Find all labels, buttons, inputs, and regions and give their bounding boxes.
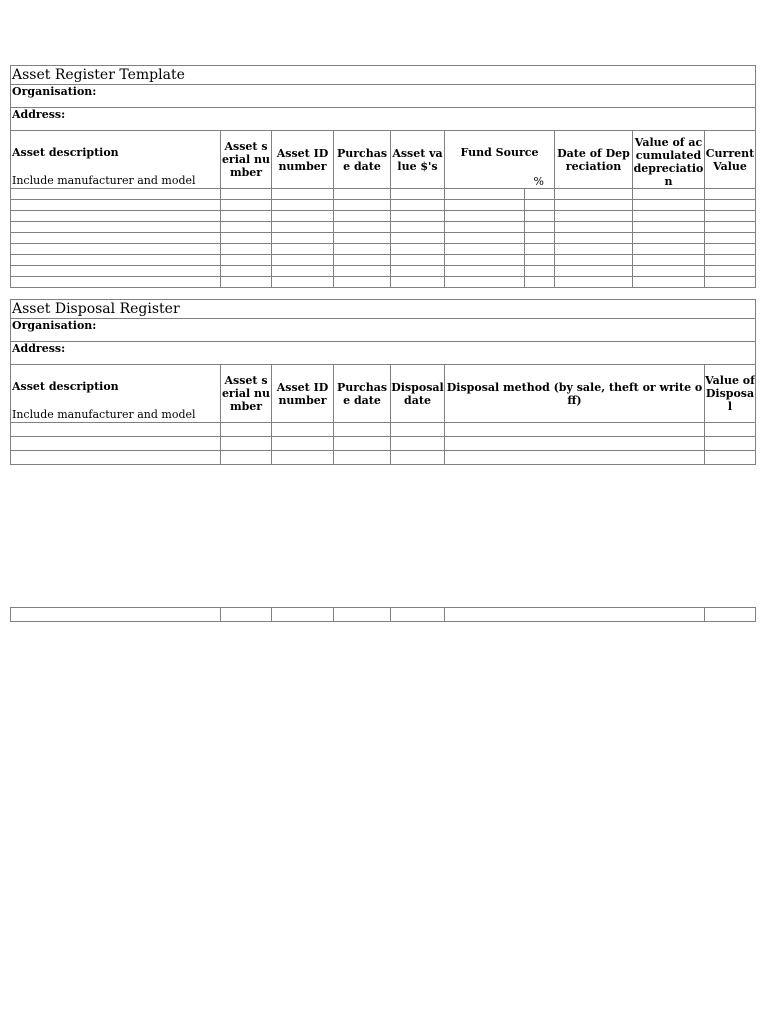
register-cell[interactable]	[11, 189, 221, 200]
register-cell[interactable]	[555, 222, 633, 233]
footer-cell[interactable]	[334, 608, 391, 622]
disposal-cell[interactable]	[272, 437, 334, 451]
register-row	[11, 266, 756, 277]
register-cell[interactable]	[221, 277, 272, 288]
register-header-id-number: Asset ID number	[272, 131, 334, 189]
disposal-title: Asset Disposal Register	[11, 300, 756, 319]
disposal-cell[interactable]	[221, 451, 272, 465]
register-cell[interactable]	[391, 233, 445, 244]
register-cell[interactable]	[391, 222, 445, 233]
register-header-asset-description	[11, 131, 221, 189]
register-header-value-accumulated-depreciation: Value of accumulated depreciation	[633, 131, 705, 189]
register-cell[interactable]	[391, 244, 445, 255]
disposal-cell[interactable]	[445, 423, 705, 437]
disposal-organisation-label[interactable]: Organisation:	[11, 319, 756, 342]
disposal-cell[interactable]	[705, 451, 756, 465]
register-cell[interactable]	[334, 244, 391, 255]
footer-cell[interactable]	[272, 608, 334, 622]
register-cell[interactable]	[633, 233, 705, 244]
disposal-header-row	[11, 365, 756, 423]
register-cell[interactable]	[555, 255, 633, 266]
register-cell[interactable]	[525, 277, 555, 288]
register-cell[interactable]	[445, 233, 525, 244]
register-header-fund-source-label: Fund Source	[460, 146, 539, 159]
register-cell[interactable]	[633, 211, 705, 222]
asset-register-table	[10, 65, 756, 288]
register-cell[interactable]	[705, 222, 756, 233]
register-header-asset-description-label: Asset description	[12, 146, 119, 159]
register-cell[interactable]	[705, 211, 756, 222]
footer-cell[interactable]	[705, 608, 756, 622]
register-cell[interactable]	[272, 189, 334, 200]
register-cell[interactable]	[705, 244, 756, 255]
register-cell[interactable]	[221, 244, 272, 255]
register-cell[interactable]	[391, 277, 445, 288]
disposal-address-label[interactable]: Address:	[11, 342, 756, 365]
register-cell[interactable]	[334, 266, 391, 277]
disposal-row	[11, 437, 756, 451]
register-cell[interactable]	[272, 244, 334, 255]
footer-table	[10, 607, 756, 622]
register-cell[interactable]	[272, 211, 334, 222]
register-cell[interactable]	[445, 277, 525, 288]
register-header-serial-number: Asset serial number	[221, 131, 272, 189]
register-cell[interactable]	[525, 233, 555, 244]
register-cell[interactable]	[334, 233, 391, 244]
register-cell[interactable]	[445, 244, 525, 255]
register-header-purchase-date: Purchase date	[334, 131, 391, 189]
footer-row	[11, 608, 756, 622]
register-cell[interactable]	[445, 222, 525, 233]
register-header-asset-value: Asset value $'s	[391, 131, 445, 189]
register-header-fund-percent: %	[533, 175, 544, 188]
disposal-header-asset-description-sub: Include manufacturer and model	[12, 408, 196, 421]
disposal-header-asset-description-label: Asset description	[12, 380, 119, 393]
register-cell[interactable]	[11, 266, 221, 277]
disposal-cell[interactable]	[705, 423, 756, 437]
register-cell[interactable]	[525, 255, 555, 266]
register-cell[interactable]	[445, 266, 525, 277]
register-cell[interactable]	[445, 189, 525, 200]
register-cell[interactable]	[525, 211, 555, 222]
register-cell[interactable]	[11, 211, 221, 222]
disposal-cell[interactable]	[445, 451, 705, 465]
register-row	[11, 211, 756, 222]
register-row	[11, 244, 756, 255]
register-cell[interactable]	[221, 233, 272, 244]
register-cell[interactable]	[705, 189, 756, 200]
register-cell[interactable]	[555, 211, 633, 222]
disposal-cell[interactable]	[391, 437, 445, 451]
register-cell[interactable]	[272, 255, 334, 266]
register-cell[interactable]	[11, 277, 221, 288]
disposal-cell[interactable]	[221, 423, 272, 437]
register-cell[interactable]	[705, 277, 756, 288]
register-cell[interactable]	[555, 244, 633, 255]
register-row	[11, 233, 756, 244]
register-cell[interactable]	[11, 255, 221, 266]
disposal-register-table	[10, 299, 756, 465]
register-cell[interactable]	[525, 244, 555, 255]
register-cell[interactable]	[705, 266, 756, 277]
disposal-row	[11, 451, 756, 465]
register-cell[interactable]	[705, 233, 756, 244]
register-row	[11, 200, 756, 211]
register-cell[interactable]	[11, 233, 221, 244]
register-cell[interactable]	[525, 266, 555, 277]
disposal-cell[interactable]	[272, 423, 334, 437]
register-cell[interactable]	[221, 255, 272, 266]
register-cell[interactable]	[555, 233, 633, 244]
register-cell[interactable]	[555, 200, 633, 211]
register-cell[interactable]	[633, 222, 705, 233]
disposal-cell[interactable]	[334, 437, 391, 451]
disposal-row	[11, 423, 756, 437]
register-cell[interactable]	[525, 200, 555, 211]
footer-cell[interactable]	[221, 608, 272, 622]
register-address-label[interactable]: Address:	[11, 108, 756, 131]
register-cell[interactable]	[11, 200, 221, 211]
register-cell[interactable]	[272, 233, 334, 244]
register-row	[11, 222, 756, 233]
register-cell[interactable]	[272, 200, 334, 211]
register-cell[interactable]	[633, 277, 705, 288]
register-cell[interactable]	[633, 255, 705, 266]
register-rows	[11, 189, 756, 288]
register-cell[interactable]	[221, 200, 272, 211]
disposal-cell[interactable]	[11, 451, 221, 465]
disposal-cell[interactable]	[705, 437, 756, 451]
register-cell[interactable]	[445, 255, 525, 266]
disposal-cell[interactable]	[391, 423, 445, 437]
register-cell[interactable]	[221, 266, 272, 277]
register-cell[interactable]	[391, 211, 445, 222]
register-cell[interactable]	[391, 266, 445, 277]
register-cell[interactable]	[221, 211, 272, 222]
disposal-header-id-number: Asset ID number	[272, 365, 334, 423]
register-cell[interactable]	[334, 277, 391, 288]
register-cell[interactable]	[555, 277, 633, 288]
disposal-cell[interactable]	[11, 423, 221, 437]
disposal-header-asset-description	[11, 365, 221, 423]
register-cell[interactable]	[555, 189, 633, 200]
register-header-current-value: Current Value	[705, 131, 756, 189]
disposal-header-serial-number: Asset serial number	[221, 365, 272, 423]
disposal-cell[interactable]	[272, 451, 334, 465]
register-organisation-label[interactable]: Organisation:	[11, 85, 756, 108]
footer-cell[interactable]	[445, 608, 705, 622]
disposal-cell[interactable]	[445, 437, 705, 451]
register-header-row	[11, 131, 756, 189]
asset-register-sheet	[10, 65, 755, 288]
disposal-cell[interactable]	[334, 451, 391, 465]
register-header-fund-source	[445, 131, 555, 189]
register-cell[interactable]	[555, 266, 633, 277]
disposal-header-disposal-method: Disposal method (by sale, theft or write off)	[445, 365, 705, 423]
disposal-header-value-of-disposal: Value of Disposal	[705, 365, 756, 423]
register-cell[interactable]	[525, 189, 555, 200]
footer-rows	[11, 608, 756, 622]
disposal-cell[interactable]	[391, 451, 445, 465]
register-header-asset-description-sub: Include manufacturer and model	[12, 174, 196, 187]
register-cell[interactable]	[705, 255, 756, 266]
register-row	[11, 189, 756, 200]
register-cell[interactable]	[334, 211, 391, 222]
disposal-header-disposal-date: Disposal date	[391, 365, 445, 423]
register-cell[interactable]	[11, 222, 221, 233]
register-cell[interactable]	[705, 200, 756, 211]
disposal-header-purchase-date: Purchase date	[334, 365, 391, 423]
register-cell[interactable]	[633, 244, 705, 255]
disposal-cell[interactable]	[221, 437, 272, 451]
register-row	[11, 277, 756, 288]
register-cell[interactable]	[633, 266, 705, 277]
register-cell[interactable]	[445, 200, 525, 211]
footer-cell[interactable]	[391, 608, 445, 622]
register-cell[interactable]	[391, 200, 445, 211]
register-cell[interactable]	[334, 222, 391, 233]
register-cell[interactable]	[445, 211, 525, 222]
register-cell[interactable]	[272, 266, 334, 277]
register-cell[interactable]	[391, 255, 445, 266]
footer-sheet	[10, 607, 755, 622]
footer-cell[interactable]	[11, 608, 221, 622]
register-cell[interactable]	[633, 200, 705, 211]
register-cell[interactable]	[525, 222, 555, 233]
register-title: Asset Register Template	[11, 66, 756, 85]
register-cell[interactable]	[11, 244, 221, 255]
register-header-date-of-depreciation: Date of Depreciation	[555, 131, 633, 189]
register-cell[interactable]	[272, 222, 334, 233]
disposal-rows	[11, 423, 756, 465]
register-cell[interactable]	[221, 222, 272, 233]
register-cell[interactable]	[334, 189, 391, 200]
disposal-cell[interactable]	[334, 423, 391, 437]
register-cell[interactable]	[221, 189, 272, 200]
register-row	[11, 255, 756, 266]
register-cell[interactable]	[272, 277, 334, 288]
register-cell[interactable]	[633, 189, 705, 200]
register-cell[interactable]	[391, 189, 445, 200]
disposal-register-sheet	[10, 299, 755, 465]
register-cell[interactable]	[334, 200, 391, 211]
disposal-cell[interactable]	[11, 437, 221, 451]
register-cell[interactable]	[334, 255, 391, 266]
